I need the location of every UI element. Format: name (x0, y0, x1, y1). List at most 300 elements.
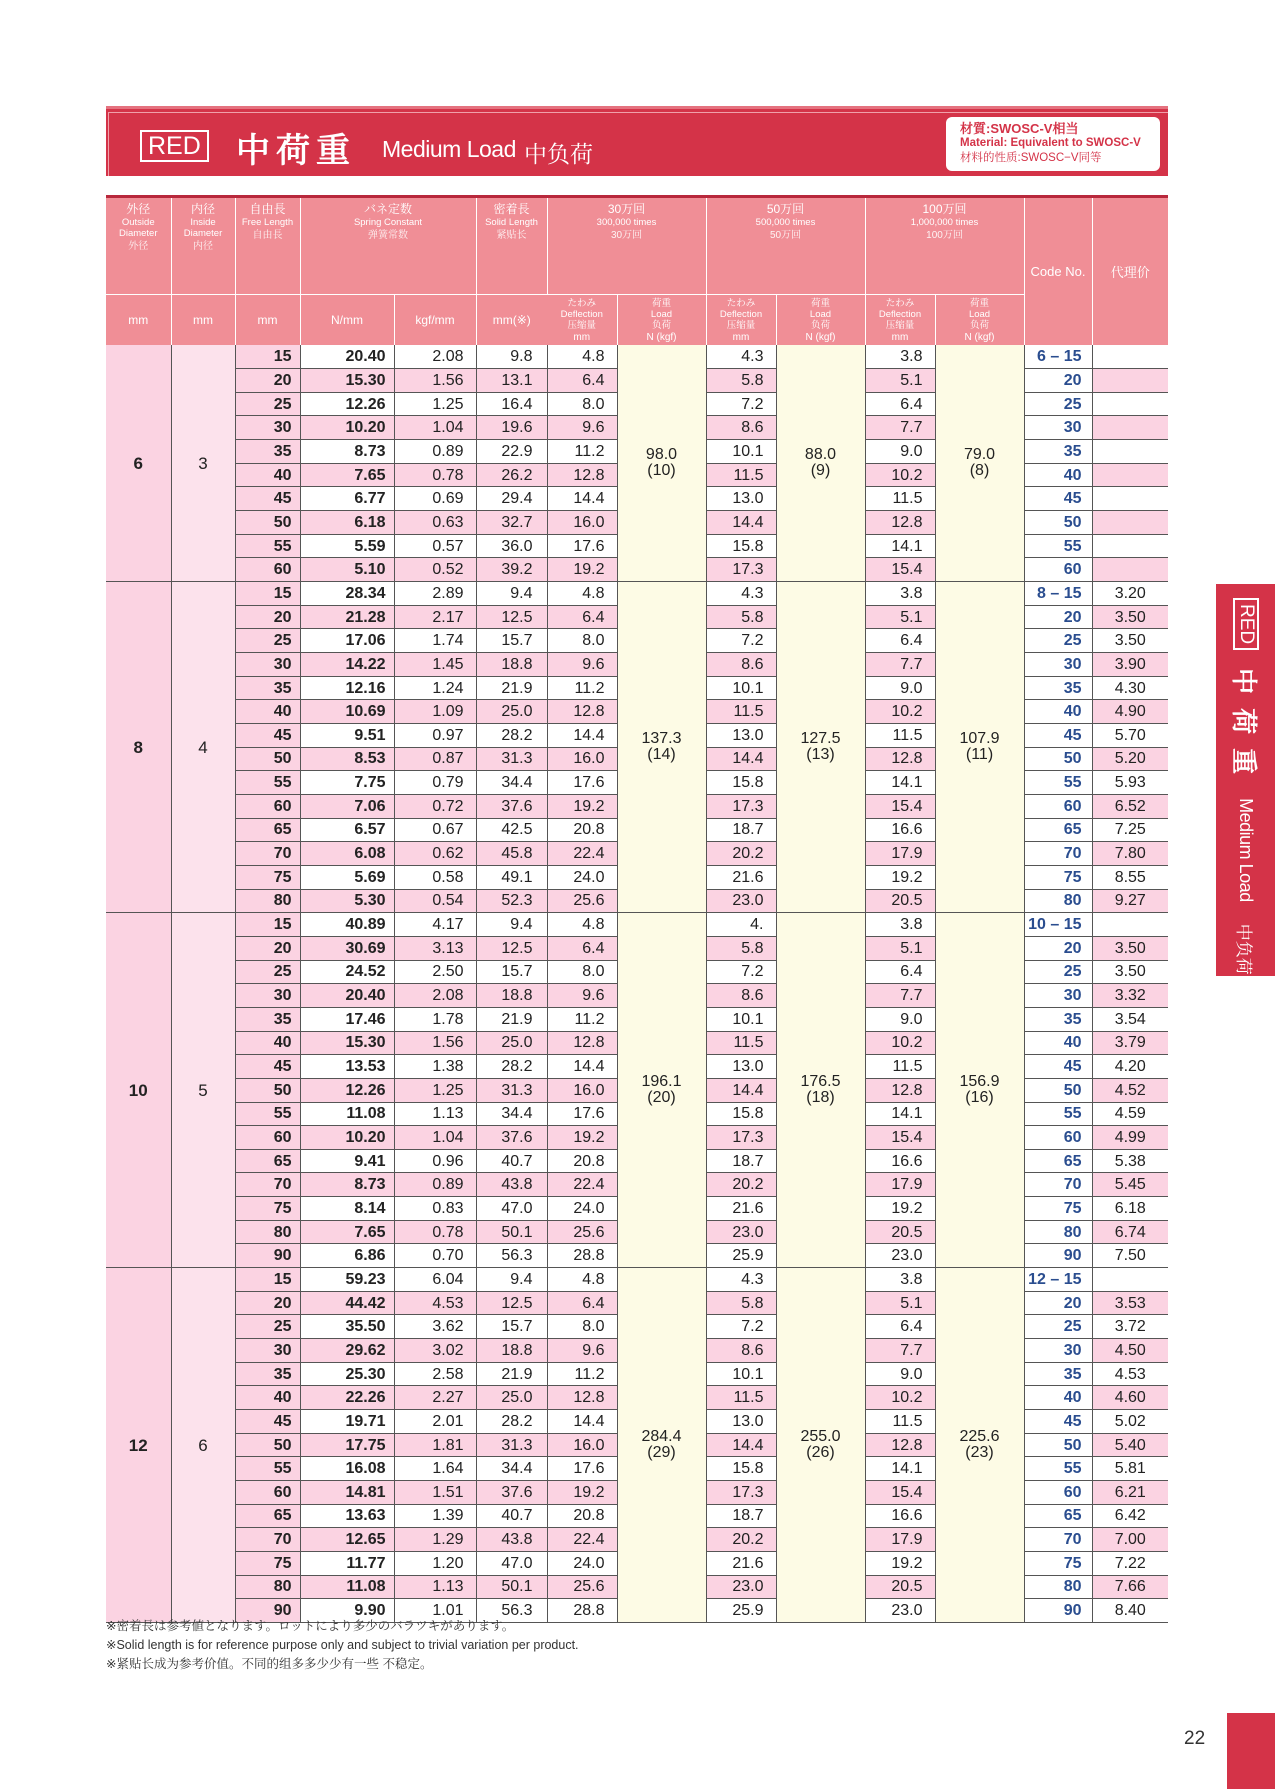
outside-diameter-cell: 6 (106, 345, 171, 582)
spring-constant-n-cell: 7.65 (300, 463, 394, 487)
solid-length-cell: 25.0 (476, 700, 547, 724)
price-cell: 3.32 (1092, 984, 1168, 1008)
code-no-cell: 65 (1024, 1149, 1092, 1173)
deflection-1m-cell: 5.1 (865, 369, 935, 393)
deflection-1m-cell: 12.8 (865, 747, 935, 771)
side-tab-cn: 中负荷 (1234, 923, 1254, 975)
solid-length-cell: 42.5 (476, 818, 547, 842)
deflection-300k-cell: 12.8 (547, 700, 617, 724)
code-no-cell: 50 (1024, 747, 1092, 771)
spring-constant-n-cell: 8.53 (300, 747, 394, 771)
deflection-300k-cell: 16.0 (547, 1433, 617, 1457)
code-no-cell: 40 (1024, 1031, 1092, 1055)
solid-length-cell: 31.3 (476, 1433, 547, 1457)
spring-constant-kgf-cell: 3.13 (394, 936, 476, 960)
spring-constant-kgf-cell: 0.54 (394, 889, 476, 913)
deflection-1m-cell: 17.9 (865, 842, 935, 866)
code-no-cell: 10 – 15 (1024, 913, 1092, 937)
material-cn: 材料的性质:SWOSC−V同等 (960, 152, 1102, 164)
deflection-500k-cell: 21.6 (706, 1197, 776, 1221)
spring-constant-kgf-cell: 1.81 (394, 1433, 476, 1457)
deflection-300k-cell: 22.4 (547, 1173, 617, 1197)
price-cell: 8.55 (1092, 865, 1168, 889)
free-length-cell: 60 (235, 1481, 300, 1505)
deflection-1m-cell: 19.2 (865, 865, 935, 889)
spring-constant-kgf-cell: 0.96 (394, 1149, 476, 1173)
spring-constant-n-cell: 12.26 (300, 392, 394, 416)
spring-constant-kgf-cell: 0.52 (394, 558, 476, 582)
free-length-cell: 20 (235, 369, 300, 393)
code-no-cell: 12 – 15 (1024, 1268, 1092, 1292)
solid-length-cell: 50.1 (476, 1220, 547, 1244)
free-length-cell: 25 (235, 1315, 300, 1339)
spring-constant-n-cell: 22.26 (300, 1386, 394, 1410)
deflection-500k-cell: 17.3 (706, 558, 776, 582)
outside-diameter-cell: 8 (106, 582, 171, 913)
price-cell: 3.50 (1092, 936, 1168, 960)
inside-diameter-cell: 3 (171, 345, 235, 582)
deflection-300k-cell: 17.6 (547, 1457, 617, 1481)
load-value-n: 156.9 (959, 1073, 1000, 1091)
spring-constant-kgf-cell: 2.27 (394, 1386, 476, 1410)
price-cell: 6.74 (1092, 1220, 1168, 1244)
deflection-300k-cell: 24.0 (547, 1551, 617, 1575)
price-cell: 7.25 (1092, 818, 1168, 842)
deflection-1m-cell: 16.6 (865, 1504, 935, 1528)
load-value-n: 88.0 (804, 446, 837, 464)
code-no-cell: 20 (1024, 605, 1092, 629)
spring-constant-n-cell: 8.73 (300, 440, 394, 464)
solid-length-cell: 15.7 (476, 629, 547, 653)
outside-diameter-cell: 10 (106, 913, 171, 1268)
price-cell: 4.99 (1092, 1126, 1168, 1150)
spring-constant-kgf-cell: 1.20 (394, 1551, 476, 1575)
load-value-kgf: (18) (806, 1089, 835, 1107)
price-cell: 3.72 (1092, 1315, 1168, 1339)
deflection-500k-cell: 18.7 (706, 1504, 776, 1528)
code-no-cell: 55 (1024, 771, 1092, 795)
free-length-cell: 60 (235, 794, 300, 818)
deflection-1m-cell: 10.2 (865, 700, 935, 724)
price-cell (1092, 345, 1168, 369)
price-cell: 3.20 (1092, 582, 1168, 606)
spring-constant-n-cell: 14.22 (300, 653, 394, 677)
load-value-n: 107.9 (959, 730, 1000, 748)
deflection-300k-cell: 22.4 (547, 1528, 617, 1552)
deflection-1m-cell: 3.8 (865, 1268, 935, 1292)
free-length-cell: 35 (235, 676, 300, 700)
price-cell: 6.52 (1092, 794, 1168, 818)
spring-constant-kgf-cell: 1.64 (394, 1457, 476, 1481)
price-cell: 8.40 (1092, 1599, 1168, 1623)
free-length-cell: 45 (235, 724, 300, 748)
solid-length-cell: 9.4 (476, 913, 547, 937)
price-cell (1092, 463, 1168, 487)
price-cell: 5.81 (1092, 1457, 1168, 1481)
spring-constant-n-cell: 7.65 (300, 1220, 394, 1244)
deflection-300k-cell: 16.0 (547, 747, 617, 771)
deflection-500k-cell: 23.0 (706, 1575, 776, 1599)
code-no-cell: 80 (1024, 1220, 1092, 1244)
code-no-cell: 80 (1024, 889, 1092, 913)
free-length-cell: 25 (235, 392, 300, 416)
solid-length-cell: 52.3 (476, 889, 547, 913)
deflection-300k-cell: 9.6 (547, 1339, 617, 1363)
code-no-cell: 35 (1024, 1007, 1092, 1031)
deflection-1m-cell: 5.1 (865, 1291, 935, 1315)
price-cell: 9.27 (1092, 889, 1168, 913)
spring-constant-n-cell: 35.50 (300, 1315, 394, 1339)
price-cell: 3.90 (1092, 653, 1168, 677)
code-no-cell: 6 – 15 (1024, 345, 1092, 369)
deflection-1m-cell: 15.4 (865, 794, 935, 818)
free-length-cell: 90 (235, 1599, 300, 1623)
material-en: Material: Equivalent to SWOSC-V (960, 137, 1141, 149)
spring-constant-n-cell: 9.51 (300, 724, 394, 748)
deflection-300k-cell: 6.4 (547, 369, 617, 393)
deflection-300k-cell: 6.4 (547, 1291, 617, 1315)
deflection-1m-cell: 14.1 (865, 1102, 935, 1126)
deflection-500k-cell: 20.2 (706, 842, 776, 866)
price-cell: 4.30 (1092, 676, 1168, 700)
free-length-cell: 15 (235, 1268, 300, 1292)
deflection-1m-cell: 20.5 (865, 1575, 935, 1599)
deflection-500k-cell: 11.5 (706, 463, 776, 487)
spring-constant-n-cell: 9.90 (300, 1599, 394, 1623)
deflection-1m-cell: 19.2 (865, 1551, 935, 1575)
deflection-300k-cell: 11.2 (547, 1362, 617, 1386)
load-300k-cell (617, 345, 706, 582)
deflection-1m-cell: 6.4 (865, 629, 935, 653)
solid-length-cell: 36.0 (476, 534, 547, 558)
code-no-cell: 60 (1024, 794, 1092, 818)
load-value-n: 255.0 (800, 1428, 841, 1446)
spring-constant-kgf-cell: 3.62 (394, 1315, 476, 1339)
spring-constant-kgf-cell: 1.74 (394, 629, 476, 653)
solid-length-cell: 32.7 (476, 511, 547, 535)
deflection-500k-cell: 17.3 (706, 1126, 776, 1150)
deflection-300k-cell: 12.8 (547, 1031, 617, 1055)
load-value-kgf: (8) (969, 462, 990, 480)
unit-free-length: mm (235, 295, 300, 346)
code-no-cell: 25 (1024, 960, 1092, 984)
price-cell: 6.18 (1092, 1197, 1168, 1221)
code-no-cell: 90 (1024, 1244, 1092, 1268)
deflection-1m-cell: 6.4 (865, 1315, 935, 1339)
load-500k-cell (776, 582, 865, 913)
code-no-cell: 55 (1024, 534, 1092, 558)
free-length-cell: 90 (235, 1244, 300, 1268)
deflection-1m-cell: 14.1 (865, 771, 935, 795)
deflection-300k-cell: 28.8 (547, 1599, 617, 1623)
deflection-500k-cell: 13.0 (706, 1410, 776, 1434)
price-cell: 7.00 (1092, 1528, 1168, 1552)
header-cycles-300k: 30万回 300,000 times 30万回 (547, 197, 706, 295)
load-500k-cell (776, 345, 865, 582)
spring-constant-kgf-cell: 3.02 (394, 1339, 476, 1363)
deflection-1m-cell: 10.2 (865, 1386, 935, 1410)
spring-constant-kgf-cell: 2.17 (394, 605, 476, 629)
load-300k-cell (617, 913, 706, 1268)
deflection-500k-cell: 17.3 (706, 1481, 776, 1505)
free-length-cell: 20 (235, 605, 300, 629)
table-row (106, 582, 1168, 606)
price-cell (1092, 1268, 1168, 1292)
solid-length-cell: 28.2 (476, 724, 547, 748)
deflection-300k-cell: 17.6 (547, 771, 617, 795)
spring-constant-kgf-cell: 1.25 (394, 392, 476, 416)
code-no-cell: 50 (1024, 1078, 1092, 1102)
price-cell (1092, 416, 1168, 440)
deflection-1m-cell: 14.1 (865, 534, 935, 558)
header-price: 代理价 (1092, 197, 1168, 346)
free-length-cell: 40 (235, 1031, 300, 1055)
load-value-kgf: (16) (965, 1089, 994, 1107)
spring-constant-kgf-cell: 0.78 (394, 463, 476, 487)
deflection-500k-cell: 8.6 (706, 984, 776, 1008)
load-1m-cell (935, 582, 1024, 913)
solid-length-cell: 9.4 (476, 582, 547, 606)
deflection-300k-cell: 11.2 (547, 676, 617, 700)
price-cell: 7.80 (1092, 842, 1168, 866)
deflection-300k-cell: 4.8 (547, 1268, 617, 1292)
material-jp: 材質:SWOSC-V相当 (960, 121, 1079, 136)
code-no-cell: 60 (1024, 558, 1092, 582)
solid-length-cell: 18.8 (476, 984, 547, 1008)
spring-constant-n-cell: 6.08 (300, 842, 394, 866)
deflection-500k-cell: 15.8 (706, 771, 776, 795)
price-cell: 7.50 (1092, 1244, 1168, 1268)
price-cell: 3.50 (1092, 605, 1168, 629)
free-length-cell: 30 (235, 653, 300, 677)
deflection-1m-cell: 6.4 (865, 392, 935, 416)
spring-constant-n-cell: 5.69 (300, 865, 394, 889)
spring-constant-kgf-cell: 1.45 (394, 653, 476, 677)
deflection-300k-cell: 14.4 (547, 487, 617, 511)
price-cell: 4.50 (1092, 1339, 1168, 1363)
spring-constant-n-cell: 15.30 (300, 1031, 394, 1055)
header-inside-diameter: 内径 Inside Diameter 内径 (171, 197, 235, 295)
spring-constant-n-cell: 12.65 (300, 1528, 394, 1552)
spring-constant-n-cell: 6.18 (300, 511, 394, 535)
deflection-500k-cell: 20.2 (706, 1173, 776, 1197)
spring-constant-n-cell: 14.81 (300, 1481, 394, 1505)
side-tab-badge: RED (1233, 598, 1259, 650)
free-length-cell: 15 (235, 345, 300, 369)
free-length-cell: 65 (235, 818, 300, 842)
spring-constant-kgf-cell: 0.63 (394, 511, 476, 535)
deflection-300k-cell: 6.4 (547, 605, 617, 629)
spring-constant-n-cell: 16.08 (300, 1457, 394, 1481)
load-value-kgf: (11) (965, 746, 994, 764)
deflection-500k-cell: 8.6 (706, 416, 776, 440)
solid-length-cell: 12.5 (476, 605, 547, 629)
free-length-cell: 80 (235, 1220, 300, 1244)
deflection-500k-cell: 11.5 (706, 1031, 776, 1055)
spring-constant-kgf-cell: 0.87 (394, 747, 476, 771)
spring-constant-n-cell: 25.30 (300, 1362, 394, 1386)
price-cell: 5.93 (1092, 771, 1168, 795)
solid-length-cell: 43.8 (476, 1173, 547, 1197)
solid-length-cell: 47.0 (476, 1197, 547, 1221)
solid-length-cell: 43.8 (476, 1528, 547, 1552)
free-length-cell: 75 (235, 865, 300, 889)
spring-constant-n-cell: 19.71 (300, 1410, 394, 1434)
free-length-cell: 75 (235, 1551, 300, 1575)
code-no-cell: 20 (1024, 936, 1092, 960)
deflection-1m-cell: 20.5 (865, 1220, 935, 1244)
page-corner-block (1227, 1713, 1275, 1789)
spring-constant-n-cell: 11.77 (300, 1551, 394, 1575)
header-free-length: 自由長 Free Length 自由長 (235, 197, 300, 295)
unit-inside-diameter: mm (171, 295, 235, 346)
price-cell: 3.50 (1092, 629, 1168, 653)
free-length-cell: 40 (235, 1386, 300, 1410)
solid-length-cell: 56.3 (476, 1599, 547, 1623)
deflection-300k-cell: 9.6 (547, 653, 617, 677)
free-length-cell: 45 (235, 1410, 300, 1434)
code-no-cell: 80 (1024, 1575, 1092, 1599)
note-jp: ※密着長は参考値となります。ロットにより多少のバラツキがあります。 (106, 1619, 515, 1633)
code-no-cell: 75 (1024, 1551, 1092, 1575)
deflection-300k-cell: 9.6 (547, 984, 617, 1008)
note-cn: ※紧贴长成为参考价值。不同的组多多少少有一些 不稳定。 (106, 1657, 433, 1671)
load-value-kgf: (29) (647, 1444, 676, 1462)
deflection-1m-cell: 14.1 (865, 1457, 935, 1481)
spring-constant-n-cell: 11.08 (300, 1575, 394, 1599)
free-length-cell: 30 (235, 1339, 300, 1363)
code-no-cell: 25 (1024, 392, 1092, 416)
solid-length-cell: 37.6 (476, 794, 547, 818)
free-length-cell: 50 (235, 1078, 300, 1102)
deflection-1m-cell: 7.7 (865, 416, 935, 440)
spring-constant-n-cell: 5.30 (300, 889, 394, 913)
price-cell (1092, 534, 1168, 558)
solid-length-cell: 15.7 (476, 960, 547, 984)
load-value-n: 79.0 (963, 446, 996, 464)
deflection-300k-cell: 8.0 (547, 629, 617, 653)
deflection-300k-cell: 14.4 (547, 1055, 617, 1079)
deflection-300k-cell: 11.2 (547, 440, 617, 464)
code-no-cell: 70 (1024, 1528, 1092, 1552)
deflection-1m-cell: 11.5 (865, 1410, 935, 1434)
deflection-500k-cell: 4.3 (706, 1268, 776, 1292)
inside-diameter-cell: 6 (171, 1268, 235, 1623)
deflection-1m-cell: 12.8 (865, 1078, 935, 1102)
deflection-500k-cell: 10.1 (706, 1007, 776, 1031)
deflection-1m-cell: 11.5 (865, 724, 935, 748)
deflection-300k-cell: 19.2 (547, 558, 617, 582)
free-length-cell: 55 (235, 1457, 300, 1481)
deflection-1m-cell: 7.7 (865, 984, 935, 1008)
code-no-cell: 30 (1024, 653, 1092, 677)
header-deflection-500k: たわみ Deflection 压缩量 mm (706, 295, 776, 346)
price-cell: 4.53 (1092, 1362, 1168, 1386)
solid-length-cell: 50.1 (476, 1575, 547, 1599)
code-no-cell: 35 (1024, 1362, 1092, 1386)
spring-constant-kgf-cell: 0.97 (394, 724, 476, 748)
load-500k-cell (776, 913, 865, 1268)
deflection-500k-cell: 11.5 (706, 700, 776, 724)
spring-constant-kgf-cell: 1.51 (394, 1481, 476, 1505)
spring-constant-kgf-cell: 1.04 (394, 1126, 476, 1150)
solid-length-cell: 25.0 (476, 1031, 547, 1055)
spring-constant-kgf-cell: 0.83 (394, 1197, 476, 1221)
deflection-500k-cell: 5.8 (706, 369, 776, 393)
header-code-no: Code No. (1024, 197, 1092, 346)
load-value-n: 127.5 (800, 730, 841, 748)
deflection-500k-cell: 15.8 (706, 1102, 776, 1126)
free-length-cell: 75 (235, 1197, 300, 1221)
deflection-1m-cell: 19.2 (865, 1197, 935, 1221)
price-cell: 5.40 (1092, 1433, 1168, 1457)
unit-spring-constant-n: N/mm (300, 295, 394, 346)
solid-length-cell: 56.3 (476, 1244, 547, 1268)
free-length-cell: 55 (235, 534, 300, 558)
free-length-cell: 20 (235, 1291, 300, 1315)
deflection-1m-cell: 17.9 (865, 1173, 935, 1197)
inside-diameter-cell: 5 (171, 913, 235, 1268)
header-cycles-1m: 100万回 1,000,000 times 100万回 (865, 197, 1024, 295)
deflection-500k-cell: 18.7 (706, 818, 776, 842)
spring-constant-kgf-cell: 0.89 (394, 440, 476, 464)
deflection-1m-cell: 10.2 (865, 1031, 935, 1055)
solid-length-cell: 19.6 (476, 416, 547, 440)
unit-spring-constant-kgf: kgf/mm (394, 295, 476, 346)
code-no-cell: 75 (1024, 865, 1092, 889)
header-deflection-300k: たわみ Deflection 压缩量 mm (547, 295, 617, 346)
deflection-1m-cell: 3.8 (865, 345, 935, 369)
code-no-cell: 30 (1024, 1339, 1092, 1363)
header-load-300k: 荷重 Load 负荷 N (kgf) (617, 295, 706, 346)
price-cell: 5.70 (1092, 724, 1168, 748)
solid-length-cell: 47.0 (476, 1551, 547, 1575)
deflection-500k-cell: 15.8 (706, 534, 776, 558)
deflection-1m-cell: 23.0 (865, 1599, 935, 1623)
spring-constant-n-cell: 12.26 (300, 1078, 394, 1102)
spring-constant-n-cell: 7.75 (300, 771, 394, 795)
code-no-cell: 35 (1024, 676, 1092, 700)
spring-constant-kgf-cell: 0.78 (394, 1220, 476, 1244)
deflection-300k-cell: 20.8 (547, 1149, 617, 1173)
deflection-1m-cell: 11.5 (865, 1055, 935, 1079)
deflection-500k-cell: 5.8 (706, 1291, 776, 1315)
spring-constant-kgf-cell: 1.78 (394, 1007, 476, 1031)
spring-constant-kgf-cell: 0.70 (394, 1244, 476, 1268)
free-length-cell: 15 (235, 913, 300, 937)
side-tab (1216, 584, 1275, 976)
free-length-cell: 60 (235, 1126, 300, 1150)
load-value-n: 196.1 (641, 1073, 682, 1091)
solid-length-cell: 15.7 (476, 1315, 547, 1339)
price-cell: 4.90 (1092, 700, 1168, 724)
code-no-cell: 20 (1024, 1291, 1092, 1315)
price-cell: 4.60 (1092, 1386, 1168, 1410)
deflection-1m-cell: 9.0 (865, 1007, 935, 1031)
spring-constant-n-cell: 8.73 (300, 1173, 394, 1197)
code-no-cell: 65 (1024, 818, 1092, 842)
price-cell: 6.21 (1092, 1481, 1168, 1505)
solid-length-cell: 45.8 (476, 842, 547, 866)
deflection-500k-cell: 10.1 (706, 440, 776, 464)
title-japanese: 中荷重 (236, 132, 356, 170)
spring-constant-kgf-cell: 2.08 (394, 984, 476, 1008)
price-cell (1092, 487, 1168, 511)
solid-length-cell: 18.8 (476, 653, 547, 677)
deflection-300k-cell: 25.6 (547, 1220, 617, 1244)
free-length-cell: 30 (235, 984, 300, 1008)
price-cell: 7.22 (1092, 1551, 1168, 1575)
